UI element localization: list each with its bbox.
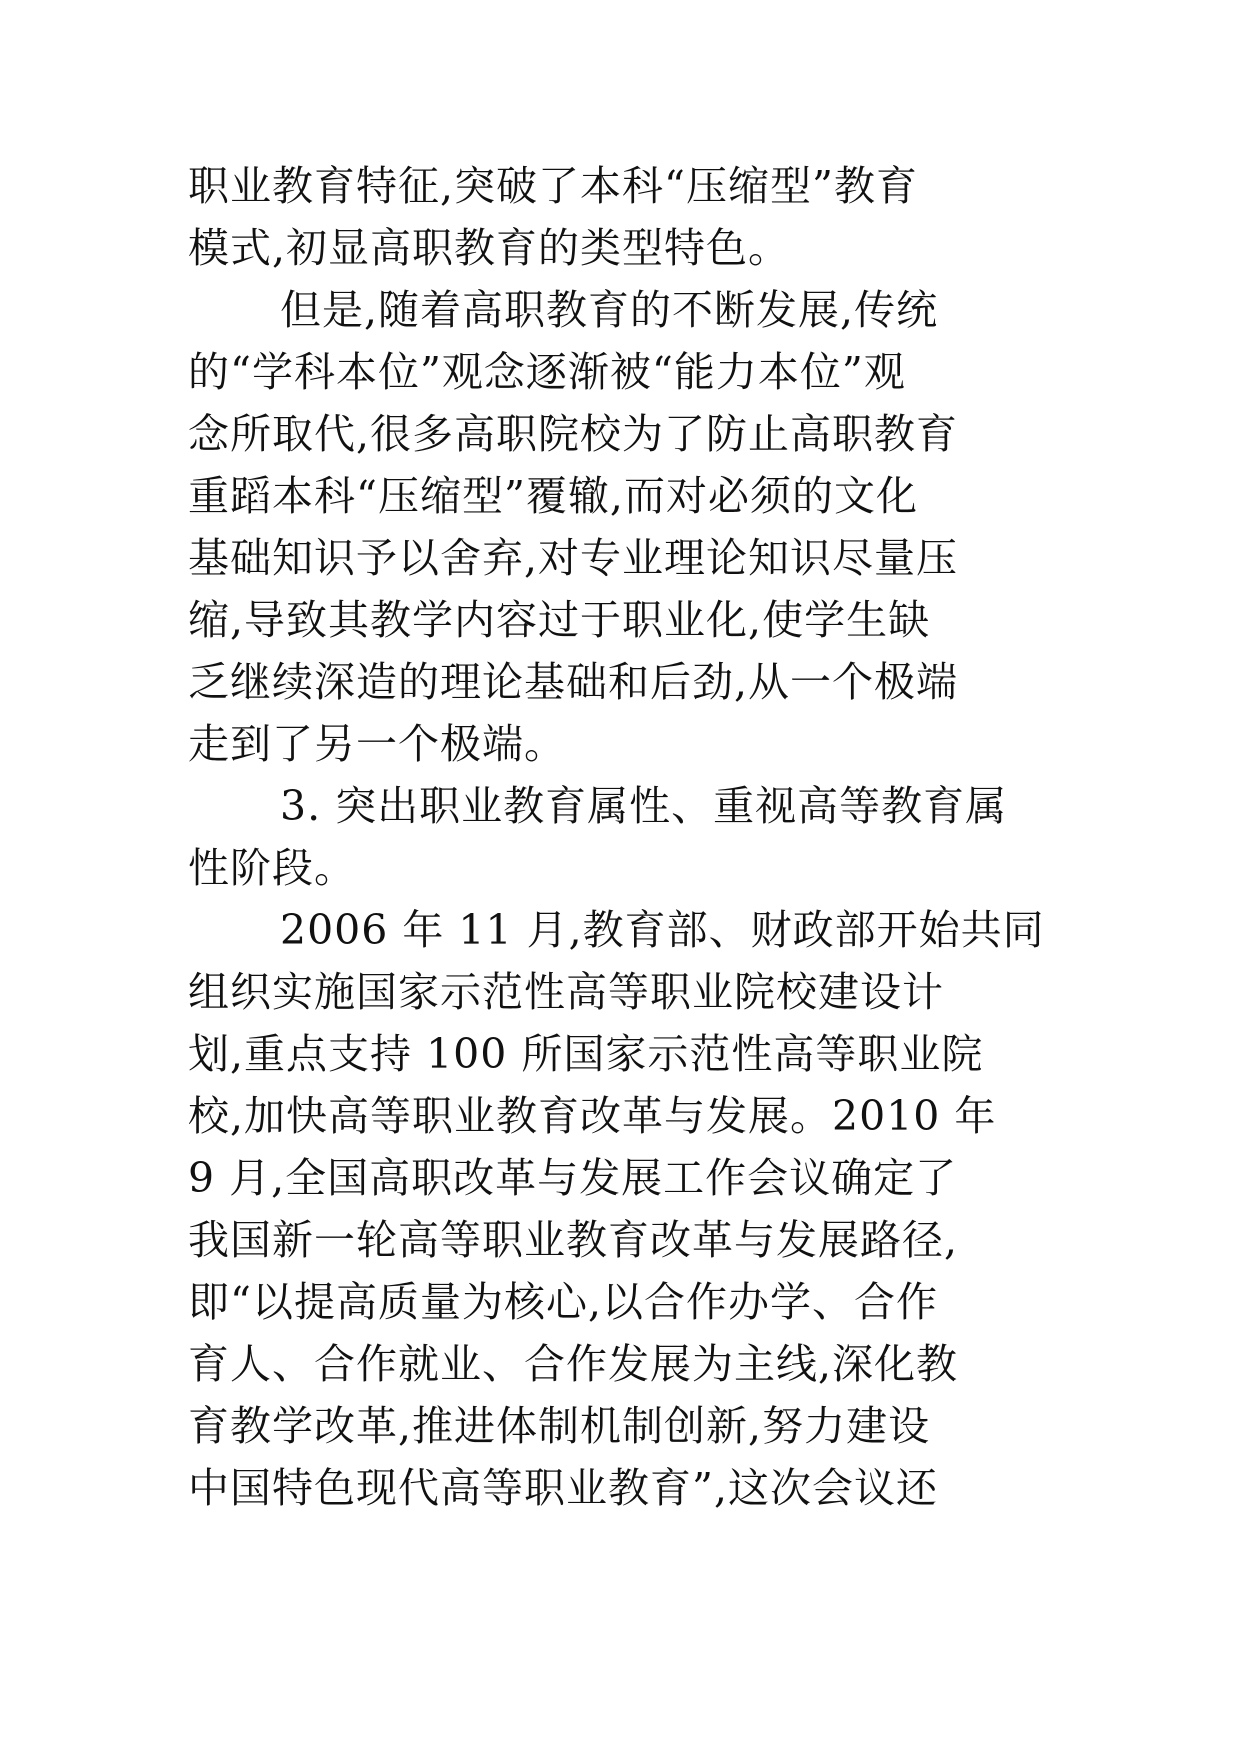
text-line: 的“学科本位”观念逐渐被“能力本位”观 bbox=[188, 348, 906, 396]
paragraph-start-line: 但是,随着高职教育的不断发展,传统 bbox=[280, 286, 939, 334]
text-line: 念所取代,很多高职院校为了防止高职教育 bbox=[188, 410, 959, 458]
section-heading-line: 3. 突出职业教育属性、重视高等教育属 bbox=[280, 782, 1008, 830]
text-line: 我国新一轮高等职业教育改革与发展路径, bbox=[188, 1216, 959, 1264]
text-line: 职业教育特征,突破了本科“压缩型”教育 bbox=[188, 162, 918, 210]
text-line: 校,加快高等职业教育改革与发展。2010 年 bbox=[188, 1092, 997, 1140]
text-line: 走到了另一个极端。 bbox=[188, 720, 566, 768]
body-text bbox=[188, 155, 1068, 1519]
text-line: 缩,导致其教学内容过于职业化,使学生缺 bbox=[188, 596, 931, 644]
text-line: 基础知识予以舍弃,对专业理论知识尽量压 bbox=[188, 534, 959, 582]
text-line: 即“以提高质量为核心,以合作办学、合作 bbox=[188, 1278, 938, 1326]
text-line: 重蹈本科“压缩型”覆辙,而对必须的文化 bbox=[188, 472, 918, 520]
text-line: 乏继续深造的理论基础和后劲,从一个极端 bbox=[188, 658, 959, 706]
text-line: 育教学改革,推进体制机制创新,努力建设 bbox=[188, 1402, 931, 1450]
text-line: 中国特色现代高等职业教育”,这次会议还 bbox=[188, 1464, 938, 1512]
paragraph-start-line: 2006 年 11 月,教育部、财政部开始共同 bbox=[280, 906, 1045, 954]
text-line: 模式,初显高职教育的类型特色。 bbox=[188, 224, 791, 272]
section-heading-line: 性阶段。 bbox=[188, 844, 356, 892]
text-line: 划,重点支持 100 所国家示范性高等职业院 bbox=[188, 1030, 984, 1078]
text-line: 9 月,全国高职改革与发展工作会议确定了 bbox=[188, 1154, 958, 1202]
text-line: 组织实施国家示范性高等职业院校建设计 bbox=[188, 968, 944, 1016]
text-line: 育人、合作就业、合作发展为主线,深化教 bbox=[188, 1340, 959, 1388]
